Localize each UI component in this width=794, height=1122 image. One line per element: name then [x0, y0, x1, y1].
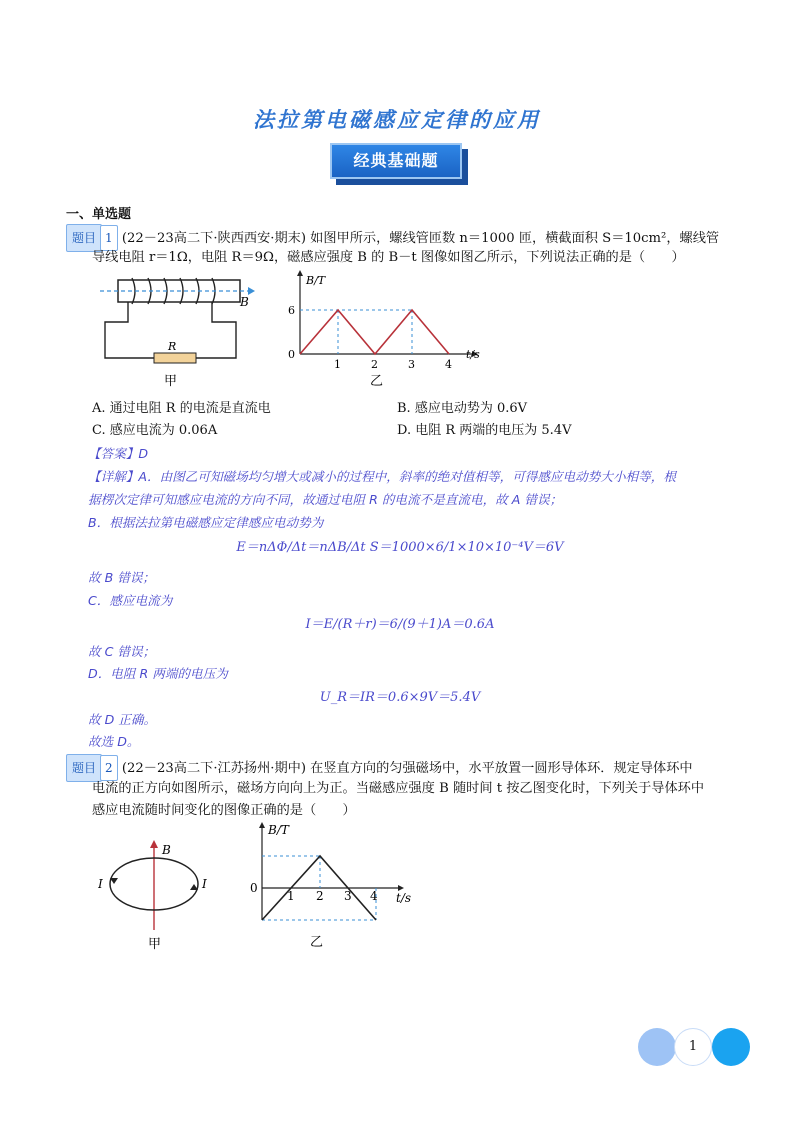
question-badge: 题目	[66, 224, 102, 252]
y-axis-label: B/T	[306, 274, 326, 287]
figure-label: 甲	[148, 937, 162, 952]
question-number: 1	[100, 225, 118, 251]
option-d[interactable]: D. 电阻 R 两端的电压为 5.4V	[397, 423, 572, 438]
option-a[interactable]: A. 通过电阻 R 的电流是直流电	[92, 401, 271, 416]
section-banner	[330, 143, 470, 187]
tick-label: 3	[344, 889, 352, 903]
answer: 【答案】D	[88, 446, 149, 461]
figure-label: 甲	[164, 374, 178, 389]
option-c[interactable]: C. 感应电流为 0.06A	[92, 423, 218, 438]
resistor-label: R	[168, 340, 177, 353]
formula-emf: E＝nΔΦ/Δt＝nΔB/Δt S＝1000×6/1×10×10⁻⁴V＝6V	[236, 540, 564, 555]
current-label: I	[202, 877, 207, 891]
explanation-line: 故 C 错误；	[88, 644, 156, 659]
page-decor-right	[712, 1028, 750, 1066]
explanation-line: B．根据法拉第电磁感应定律感应电动势为	[88, 515, 324, 530]
tick-label: 3	[408, 358, 415, 371]
tick-label: 2	[371, 358, 378, 371]
page-number: 1	[674, 1028, 712, 1066]
bt-line	[300, 310, 449, 354]
tick-label: 6	[288, 304, 295, 317]
question-text-line: (22－23高二下·陕西西安·期末) 如图甲所示，螺线管匝数 n＝1000 匝，横截面积 S＝10cm²，螺线管	[121, 231, 720, 246]
question-text-line: 感应电流随时间变化的图像正确的是（ ）	[92, 803, 356, 818]
bt-graph-2	[248, 820, 423, 952]
bt-graph-1	[282, 268, 492, 390]
explanation-line: 故选 D。	[88, 734, 140, 749]
tick-label: 1	[287, 889, 295, 903]
banner-label: 经典基础题	[330, 143, 462, 179]
question-number: 2	[100, 755, 118, 781]
field-label: B	[162, 843, 171, 857]
tick-label: 2	[316, 889, 324, 903]
x-axis-label: t/s	[466, 348, 480, 361]
figure-label: 乙	[310, 935, 324, 950]
tick-label: 4	[370, 889, 378, 903]
question-badge: 题目	[66, 754, 102, 782]
resistor	[154, 353, 196, 363]
figure-label: 乙	[370, 374, 384, 389]
question-text-line: 电流的正方向如图所示，磁场方向向上为正。当磁感应强度 B 随时间 t 按乙图变化时，下列关于导体环中	[92, 781, 705, 796]
explanation-line: 故 B 错误；	[88, 570, 156, 585]
tick-label: 1	[334, 358, 341, 371]
formula-current: I＝E/(R＋r)＝6/(9＋1)A＝0.6A	[305, 617, 495, 632]
page-decor-left	[638, 1028, 676, 1066]
ring-figure	[98, 838, 228, 952]
explanation-line: 故 D 正确。	[88, 712, 157, 727]
formula-voltage: U_R＝IR＝0.6×9V＝5.4V	[319, 690, 481, 705]
explanation-line: 【详解】A．由图乙可知磁场均匀增大或减小的过程中，斜率的绝对值相等，可得感应电动势大小相等，根	[88, 469, 676, 484]
question-text-line: (22－23高二下·江苏扬州·期中) 在竖直方向的匀强磁场中，水平放置一圆形导体环．规定导体环中	[121, 761, 693, 776]
page-title: 法拉第电磁感应定律的应用	[253, 107, 541, 132]
option-b[interactable]: B. 感应电动势为 0.6V	[397, 401, 528, 416]
x-axis-label: t/s	[396, 891, 412, 905]
explanation-line: 据楞次定律可知感应电流的方向不同，故通过电阻 R 的电流不是直流电，故 A 错误；	[88, 492, 563, 507]
question-text-line: 导线电阻 r＝1Ω，电阻 R＝9Ω，磁感应强度 B 的 B－t 图像如图乙所示，下列说法正确的是（ ）	[92, 250, 685, 265]
field-label: B	[240, 295, 249, 309]
tick-label: 4	[445, 358, 452, 371]
explanation-line: C．感应电流为	[88, 593, 173, 608]
solenoid-circuit-figure	[100, 272, 260, 392]
tick-label: 0	[250, 881, 258, 895]
tick-label: 0	[288, 348, 295, 361]
section-heading: 一、单选题	[66, 207, 132, 222]
explanation-line: D．电阻 R 两端的电压为	[88, 666, 228, 681]
current-label: I	[98, 877, 103, 891]
y-axis-label: B/T	[268, 823, 289, 837]
